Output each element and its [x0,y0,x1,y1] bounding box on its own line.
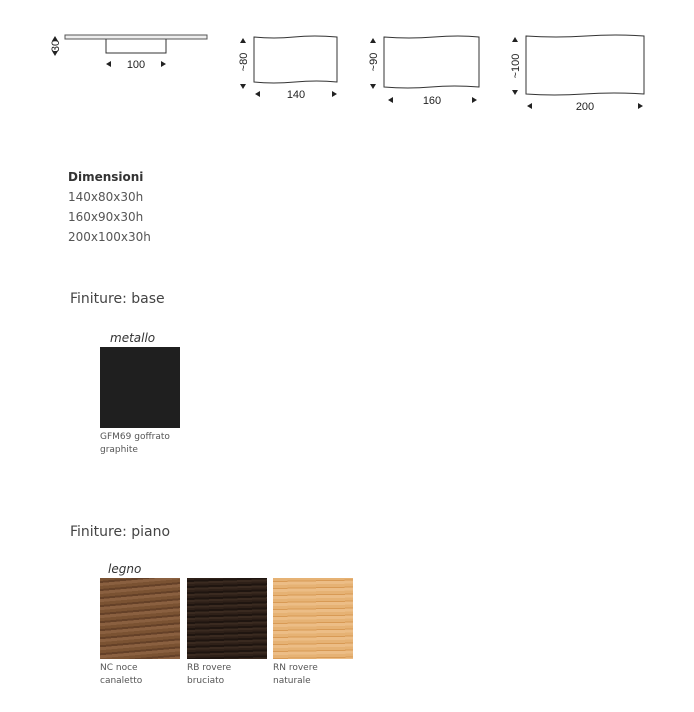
width-label: 100 [126,59,146,71]
base-finishes-title: Finiture: base [70,291,165,307]
dimension-item: 200x100x30h [68,230,151,244]
depth-label: ~90 [368,52,380,72]
width-label: 200 [575,101,595,113]
swatch-rn-rovere-naturale[interactable] [273,578,353,659]
width-label: 140 [286,89,306,101]
swatch-caption: GFM69 goffrato graphite [100,432,170,455]
top-view-160-drawing [370,36,479,103]
swatch-gfm69[interactable] [100,347,180,428]
width-label: 160 [422,95,442,107]
dimensions-title: Dimensioni [68,170,144,184]
swatch-caption: RN rovere naturale [273,663,318,686]
height-label: 30 [50,39,62,53]
top-material-label: legno [108,562,142,576]
swatch-rb-rovere-bruciato[interactable] [187,578,267,659]
depth-label: ~100 [510,53,522,79]
base-material-label: metallo [110,331,156,345]
dimension-drawings [0,0,694,120]
top-finishes-title: Finiture: piano [70,524,171,540]
dimension-item: 140x80x30h [68,190,144,204]
top-view-140-drawing [240,36,337,97]
swatch-caption: NC noce canaletto [100,663,143,686]
depth-label: ~80 [238,52,250,72]
dimension-item: 160x90x30h [68,210,144,224]
swatch-caption: RB rovere bruciato [187,663,232,686]
top-view-200-drawing [512,35,644,109]
swatch-nc-noce-canaletto[interactable] [100,578,180,659]
